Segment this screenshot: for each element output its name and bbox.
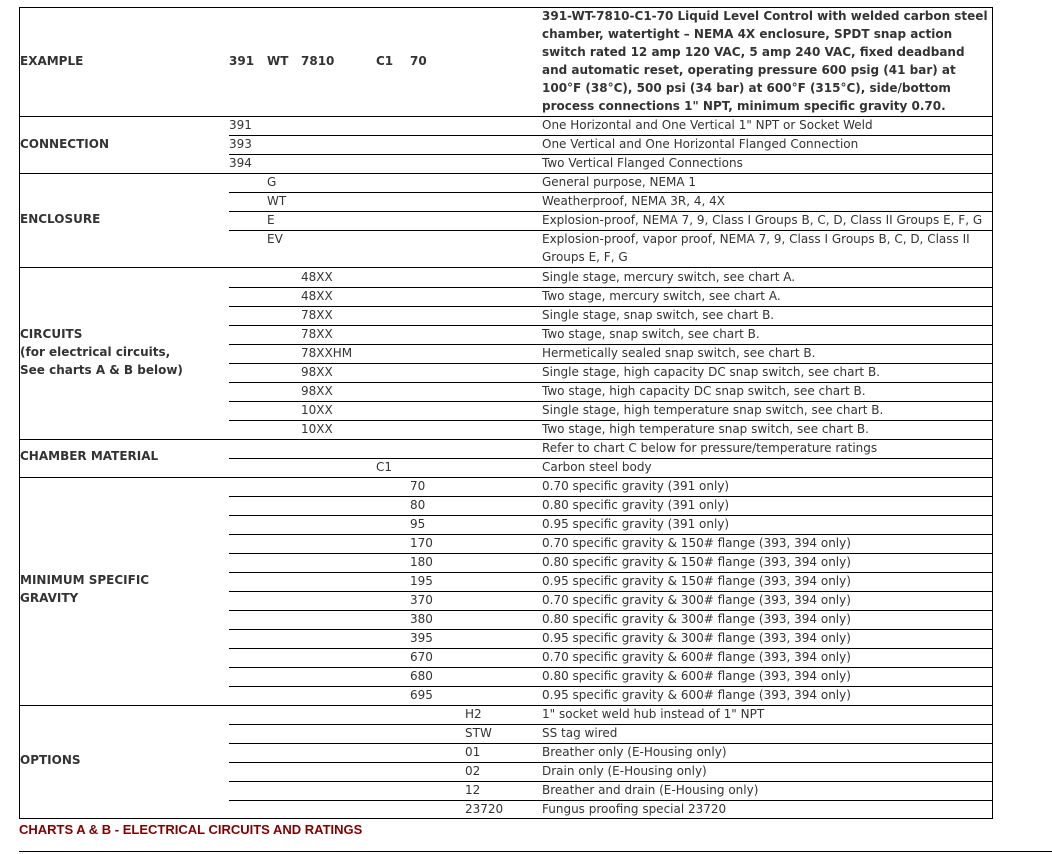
charts-heading: CHARTS A & B - ELECTRICAL CIRCUITS AND RATINGS: [19, 822, 363, 837]
enclosure-code: G: [267, 175, 277, 189]
options-description: Breather only (E-Housing only): [542, 745, 727, 759]
gravity-description: 0.70 specific gravity (391 only): [542, 479, 730, 493]
enclosure-description: Explosion-proof, vapor proof, NEMA 7, 9, Class I Groups B, C, D, Class II Groups E, F, G: [542, 232, 970, 264]
gravity-description: 0.70 specific gravity & 300# flange (393, 394 only): [542, 593, 851, 607]
gravity-description: 0.80 specific gravity & 300# flange (393, 394 only): [542, 612, 851, 626]
example-code-connection: 391: [229, 54, 255, 68]
gravity-code: 395: [410, 631, 433, 645]
example-description: 391-WT-7810-C1-70 Liquid Level Control with welded carbon steel chamber, watertight – NEMA 4X enclosure, SPDT snap action switch rated 12 amp 120 VAC, 5 amp 240 VAC, fixed deadband and automatic reset, operating pressure 600 psig (41 bar) at 100°F (38°C), 500 psi (34 bar) at 600°F (315°C), side/bottom process connections 1" NPT, minimum specific gravity 0.70.: [542, 9, 988, 113]
gravity-description: 0.95 specific gravity & 150# flange (393, 394 only): [542, 574, 851, 588]
gravity-code: 380: [410, 612, 433, 626]
gravity-code: 80: [410, 498, 426, 512]
bottom-rule: [19, 851, 1052, 852]
gravity-description: 0.95 specific gravity & 300# flange (393, 394 only): [542, 631, 851, 645]
gravity-code: 170: [410, 536, 433, 550]
options-code: 01: [465, 745, 481, 759]
gravity-description: 0.95 specific gravity & 600# flange (393, 394 only): [542, 688, 851, 702]
table-border-bottom: [19, 818, 993, 819]
enclosure-label: ENCLOSURE: [20, 212, 101, 226]
circuits-description: Two stage, mercury switch, see chart A.: [542, 289, 781, 303]
circuits-code: 78XX: [301, 327, 333, 341]
gravity-label: MINIMUM SPECIFIC: [20, 573, 150, 587]
circuits-code: 78XX: [301, 308, 333, 322]
connection-description: One Vertical and One Horizontal Flanged Connection: [542, 137, 859, 151]
enclosure-code: E: [267, 213, 275, 227]
gravity-code: 670: [410, 650, 433, 664]
example-code-gravity: 70: [410, 54, 427, 68]
table-border-left: [19, 7, 20, 819]
options-code: H2: [465, 707, 482, 721]
options-code: 02: [465, 764, 481, 778]
enclosure-description: General purpose, NEMA 1: [542, 175, 697, 189]
options-description: 1" socket weld hub instead of 1" NPT: [542, 707, 765, 721]
gravity-label-2: GRAVITY: [20, 591, 79, 605]
gravity-code: 370: [410, 593, 433, 607]
chamber-description: Carbon steel body: [542, 460, 652, 474]
circuits-code: 98XX: [301, 384, 333, 398]
gravity-code: 95: [410, 517, 426, 531]
gravity-description: 0.70 specific gravity & 600# flange (393, 394 only): [542, 650, 851, 664]
options-description: Breather and drain (E-Housing only): [542, 783, 759, 797]
gravity-description: 0.70 specific gravity & 150# flange (393, 394 only): [542, 536, 851, 550]
circuits-code: 48XX: [301, 289, 333, 303]
gravity-description: 0.80 specific gravity & 600# flange (393, 394 only): [542, 669, 851, 683]
example-code-circuit: 7810: [301, 54, 335, 68]
gravity-code: 195: [410, 574, 433, 588]
gravity-code: 180: [410, 555, 433, 569]
circuits-label-note-2: See charts A & B below): [20, 363, 183, 377]
circuits-description: Hermetically sealed snap switch, see chart B.: [542, 346, 816, 360]
enclosure-description: Explosion-proof, NEMA 7, 9, Class I Groups B, C, D, Class II Groups E, F, G: [542, 213, 983, 227]
circuits-code: 48XX: [301, 270, 333, 284]
connection-label: CONNECTION: [20, 137, 109, 151]
options-code: STW: [465, 726, 492, 740]
gravity-description: 0.80 specific gravity & 150# flange (393, 394 only): [542, 555, 851, 569]
chamber-label: CHAMBER MATERIAL: [20, 449, 159, 463]
connection-description: One Horizontal and One Vertical 1" NPT or Socket Weld: [542, 118, 873, 132]
gravity-description: 0.80 specific gravity (391 only): [542, 498, 730, 512]
ordering-table: [19, 7, 993, 819]
connection-code: 393: [229, 137, 252, 151]
gravity-code: 695: [410, 688, 433, 702]
circuits-description: Two stage, high capacity DC snap switch, see chart B.: [542, 384, 866, 398]
gravity-code: 70: [410, 479, 426, 493]
enclosure-description: Weatherproof, NEMA 3R, 4, 4X: [542, 194, 726, 208]
circuits-label: CIRCUITS: [20, 327, 83, 341]
example-code-chamber: C1: [376, 54, 394, 68]
example-code-enclosure: WT: [267, 54, 289, 68]
options-description: SS tag wired: [542, 726, 618, 740]
circuits-code: 98XX: [301, 365, 333, 379]
circuits-label-note-1: (for electrical circuits,: [20, 345, 171, 359]
options-code: 23720: [465, 802, 504, 816]
enclosure-code: EV: [267, 232, 283, 246]
options-label: OPTIONS: [20, 753, 81, 767]
chamber-description: Refer to chart C below for pressure/temperature ratings: [542, 441, 878, 455]
circuits-code: 10XX: [301, 403, 333, 417]
gravity-description: 0.95 specific gravity (391 only): [542, 517, 730, 531]
circuits-code: 78XXHM: [301, 346, 353, 360]
enclosure-code: WT: [267, 194, 287, 208]
circuits-code: 10XX: [301, 422, 333, 436]
connection-code: 394: [229, 156, 252, 170]
circuits-description: Single stage, snap switch, see chart B.: [542, 308, 775, 322]
circuits-description: Single stage, high temperature snap switch, see chart B.: [542, 403, 884, 417]
gravity-code: 680: [410, 669, 433, 683]
options-description: Drain only (E-Housing only): [542, 764, 707, 778]
circuits-description: Single stage, high capacity DC snap switch, see chart B.: [542, 365, 880, 379]
circuits-description: Two stage, high temperature snap switch, see chart B.: [542, 422, 869, 436]
options-code: 12: [465, 783, 481, 797]
table-border-right: [992, 7, 993, 819]
connection-code: 391: [229, 118, 252, 132]
options-description: Fungus proofing special 23720: [542, 802, 727, 816]
circuits-description: Two stage, snap switch, see chart B.: [542, 327, 760, 341]
connection-description: Two Vertical Flanged Connections: [542, 156, 743, 170]
example-label: EXAMPLE: [20, 54, 84, 68]
chamber-code: C1: [376, 460, 393, 474]
circuits-description: Single stage, mercury switch, see chart A.: [542, 270, 796, 284]
